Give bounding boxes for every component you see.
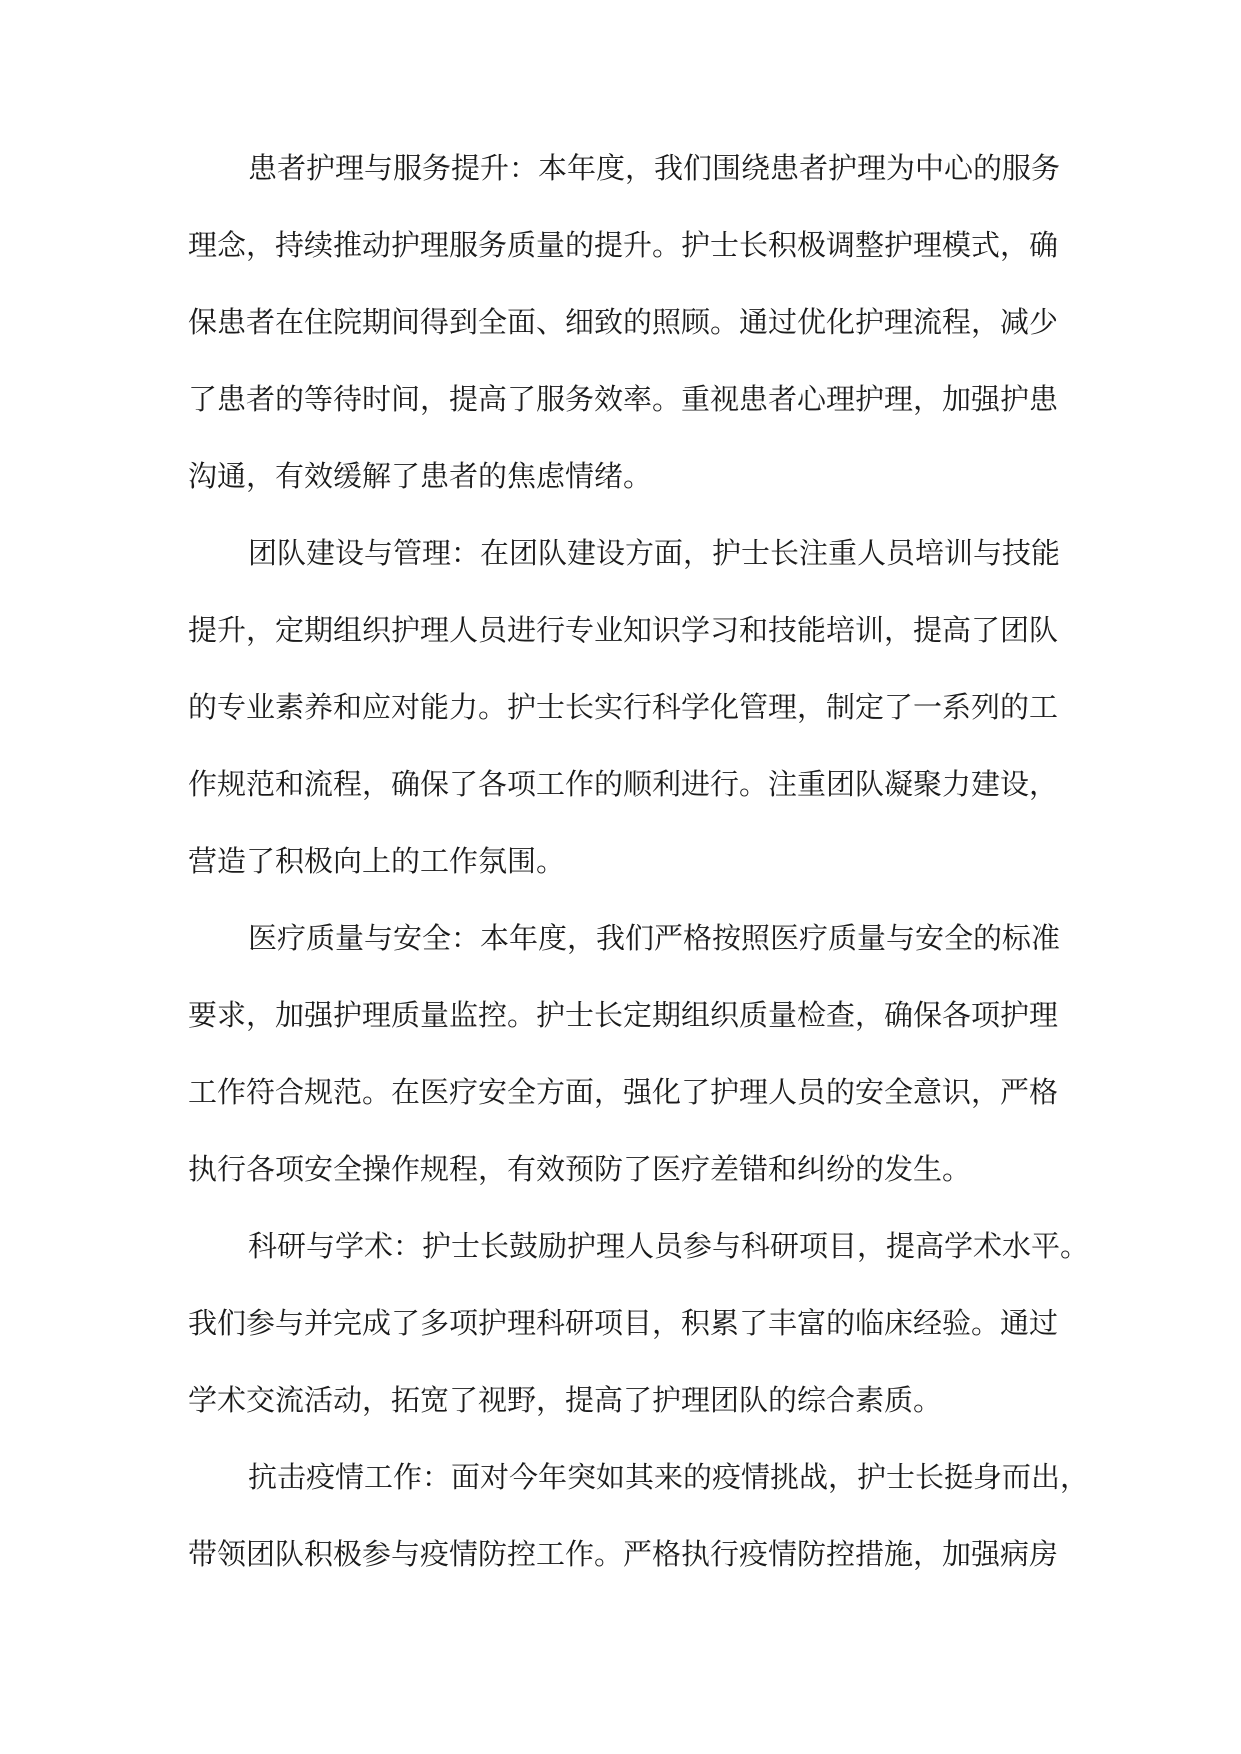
text-line: 抗击疫情工作：面对今年突如其来的疫情挑战，护士长挺身而出， [248, 1460, 1090, 1494]
text-line: 我们参与并完成了多项护理科研项目，积累了丰富的临床经验。通过 [188, 1306, 1059, 1340]
paragraph-quality-safety [188, 918, 1068, 1226]
paragraph-team-building [188, 533, 1068, 918]
text-line: 保患者在住院期间得到全面、细致的照顾。通过优化护理流程，减少 [188, 305, 1059, 339]
paragraph-research [188, 1226, 1090, 1457]
text-line: 执行各项安全操作规程，有效预防了医疗差错和纠纷的发生。 [188, 1152, 972, 1186]
text-line: 了患者的等待时间，提高了服务效率。重视患者心理护理，加强护患 [188, 382, 1059, 416]
text-line: 沟通，有效缓解了患者的焦虑情绪。 [188, 459, 653, 493]
paragraph-epidemic [188, 1457, 1090, 1611]
text-line: 提升，定期组织护理人员进行专业知识学习和技能培训，提高了团队 [188, 613, 1059, 647]
paragraph-patient-care [188, 148, 1068, 533]
text-line: 理念，持续推动护理服务质量的提升。护士长积极调整护理模式，确 [188, 228, 1059, 262]
text-line: 团队建设与管理：在团队建设方面，护士长注重人员培训与技能 [248, 536, 1061, 570]
text-line: 营造了积极向上的工作氛围。 [188, 844, 566, 878]
text-line: 患者护理与服务提升：本年度，我们围绕患者护理为中心的服务 [248, 151, 1061, 185]
text-line: 带领团队积极参与疫情防控工作。严格执行疫情防控措施，加强病房 [188, 1537, 1059, 1571]
text-line: 学术交流活动，拓宽了视野，提高了护理团队的综合素质。 [188, 1383, 943, 1417]
text-line: 医疗质量与安全：本年度，我们严格按照医疗质量与安全的标准 [248, 921, 1061, 955]
text-line: 要求，加强护理质量监控。护士长定期组织质量检查，确保各项护理 [188, 998, 1059, 1032]
text-line: 科研与学术：护士长鼓励护理人员参与科研项目，提高学术水平。 [248, 1229, 1090, 1263]
text-line: 的专业素养和应对能力。护士长实行科学化管理，制定了一系列的工 [188, 690, 1059, 724]
text-line: 工作符合规范。在医疗安全方面，强化了护理人员的安全意识，严格 [188, 1075, 1059, 1109]
document-body [188, 148, 1090, 1611]
text-line: 作规范和流程，确保了各项工作的顺利进行。注重团队凝聚力建设， [188, 767, 1059, 801]
